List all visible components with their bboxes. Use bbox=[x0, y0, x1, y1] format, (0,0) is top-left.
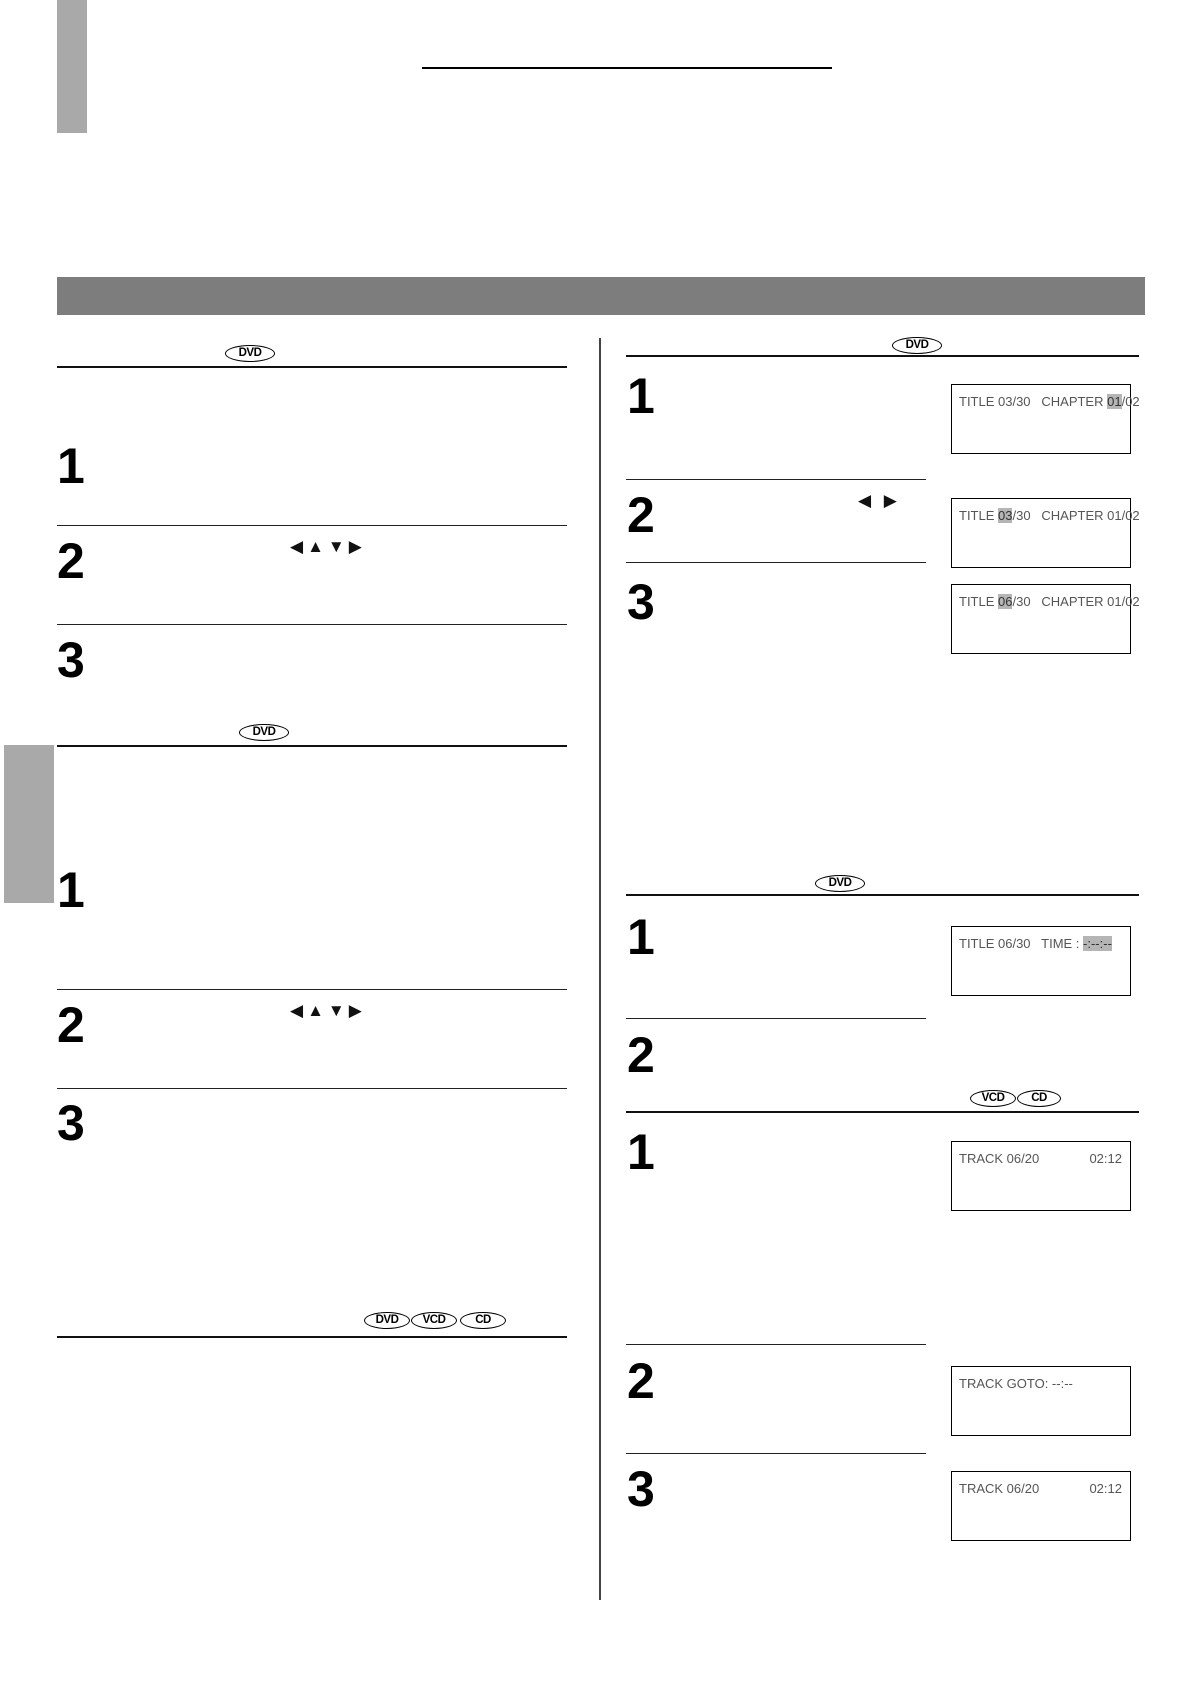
dvd-badge: DVD bbox=[892, 337, 942, 354]
section-rule bbox=[626, 894, 1139, 896]
section-rule bbox=[57, 1336, 567, 1338]
step-divider bbox=[57, 1088, 567, 1089]
left-right-arrows-icon: ◀ ▶ bbox=[858, 491, 901, 510]
osd-text: TITLE 03/30 CHAPTER 01/02 bbox=[959, 394, 1140, 409]
step-number: 3 bbox=[627, 574, 655, 630]
dvd-badge: DVD bbox=[239, 724, 289, 741]
osd-display bbox=[951, 1366, 1131, 1436]
step-number: 1 bbox=[57, 438, 85, 494]
direction-arrows-icon: ◀▲▼▶ bbox=[290, 537, 366, 556]
step-number: 2 bbox=[57, 533, 85, 589]
step-divider bbox=[626, 1018, 926, 1019]
dvd-badge: DVD bbox=[364, 1312, 410, 1329]
section-banner bbox=[57, 277, 1145, 315]
vcd-badge: VCD bbox=[970, 1090, 1016, 1107]
cd-badge: CD bbox=[1017, 1090, 1061, 1107]
section-rule bbox=[626, 1111, 1139, 1113]
osd-text: TRACK GOTO: --:-- bbox=[959, 1376, 1073, 1391]
osd-text: TITLE 06/30 TIME : -:--:-- bbox=[959, 936, 1112, 951]
osd-display bbox=[951, 926, 1131, 996]
dvd-badge: DVD bbox=[815, 875, 865, 892]
osd-time: 02:12 bbox=[1089, 1151, 1122, 1166]
step-number: 1 bbox=[57, 862, 85, 918]
vcd-badge: VCD bbox=[411, 1312, 457, 1329]
osd-time: 02:12 bbox=[1089, 1481, 1122, 1496]
osd-display bbox=[951, 1141, 1131, 1211]
column-divider bbox=[599, 338, 601, 1600]
osd-text: TRACK 06/20 bbox=[959, 1151, 1040, 1166]
step-divider bbox=[57, 989, 567, 990]
step-number: 1 bbox=[627, 368, 655, 424]
step-number: 1 bbox=[627, 909, 655, 965]
section-tab bbox=[57, 0, 87, 133]
step-number: 3 bbox=[57, 1095, 85, 1151]
step-number: 2 bbox=[627, 487, 655, 543]
step-number: 2 bbox=[57, 997, 85, 1053]
step-number: 2 bbox=[627, 1353, 655, 1409]
osd-display bbox=[951, 384, 1140, 454]
cd-badge: CD bbox=[460, 1312, 506, 1329]
section-rule bbox=[626, 355, 1139, 357]
page-title-rule bbox=[422, 67, 832, 69]
osd-display bbox=[951, 584, 1140, 654]
step-number: 2 bbox=[627, 1027, 655, 1083]
side-tab bbox=[4, 745, 54, 903]
osd-display bbox=[951, 498, 1140, 568]
osd-display bbox=[951, 1471, 1131, 1541]
section-rule bbox=[57, 745, 567, 747]
osd-text: TITLE 06/30 CHAPTER 01/02 bbox=[959, 594, 1140, 609]
step-divider bbox=[626, 1453, 926, 1454]
osd-text: TITLE 03/30 CHAPTER 01/02 bbox=[959, 508, 1140, 523]
step-divider bbox=[626, 1344, 926, 1345]
step-number: 1 bbox=[627, 1124, 655, 1180]
step-divider bbox=[57, 525, 567, 526]
step-divider bbox=[626, 479, 926, 480]
step-number: 3 bbox=[627, 1461, 655, 1517]
section-rule bbox=[57, 366, 567, 368]
dvd-badge: DVD bbox=[225, 345, 275, 362]
direction-arrows-icon: ◀▲▼▶ bbox=[290, 1001, 366, 1020]
step-divider bbox=[57, 624, 567, 625]
step-number: 3 bbox=[57, 632, 85, 688]
step-divider bbox=[626, 562, 926, 563]
osd-text: TRACK 06/20 bbox=[959, 1481, 1040, 1496]
